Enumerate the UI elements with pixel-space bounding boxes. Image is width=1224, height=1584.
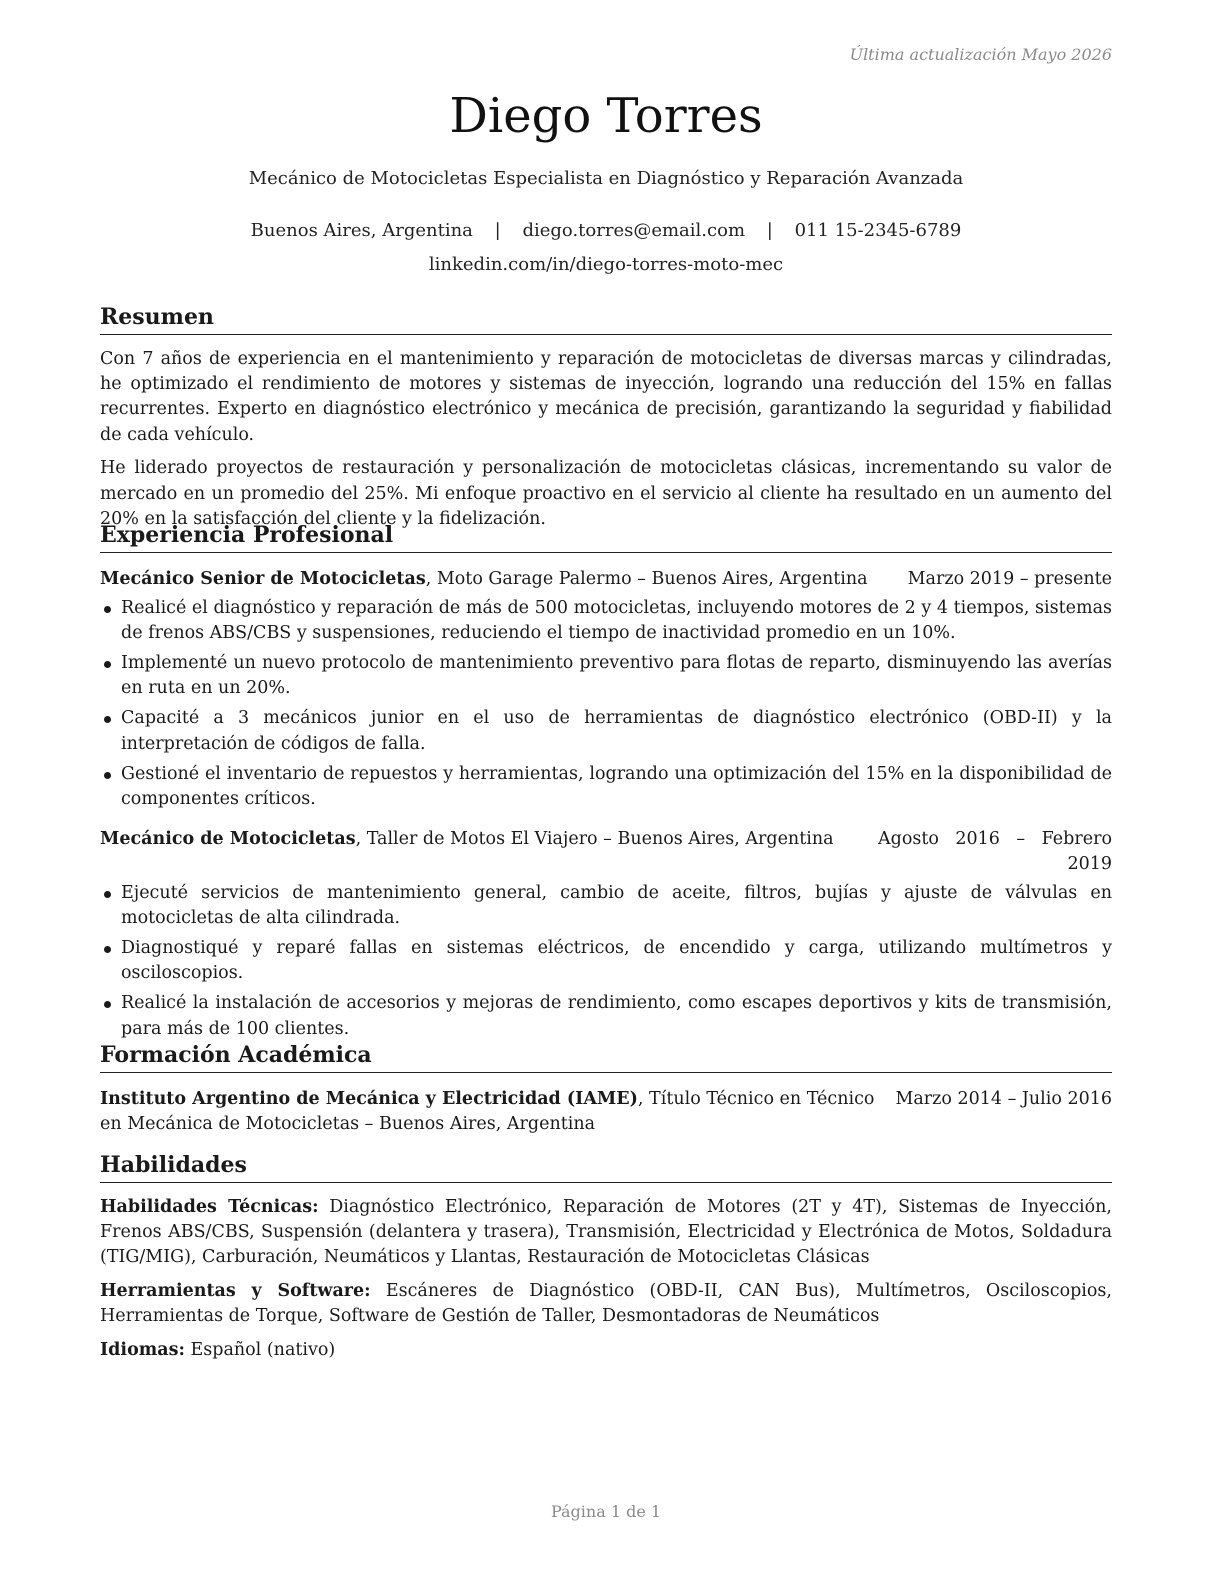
- skills-technical-list: Diagnóstico Electrónico, Reparación de Motores (2T y 4T), Sistemas de Inyección, Frenos ABS/CBS, Suspensión (delantera y trasera), Transmisión, Electricidad y Electrónica de Motos, Soldadura (TIG/MIG), Carburación, Neumáticos y Llantas, Restauración de Motocicletas Clásicas: [100, 1196, 1112, 1268]
- job-role: Mecánico Senior de Motocicletas: [100, 568, 426, 589]
- section-title-summary: Resumen: [100, 304, 1112, 335]
- job-bullet: Realicé el diagnóstico y reparación de más de 500 motocicletas, incluyendo motores de 2 y 4 tiempos, sistemas de frenos ABS/CBS y suspensiones, reduciendo el tiempo de inactividad promedio en un 10%.: [100, 596, 1112, 647]
- summary-paragraph: He liderado proyectos de restauración y personalización de motocicletas clásicas, incrementando su valor de mercado en un promedio del 25%. Mi enfoque proactivo en el servicio al cliente ha resultado en un aumento del 20% en la satisfacción del cliente y la fidelización.: [100, 458, 1112, 529]
- job-bullet: Gestioné el inventario de repuestos y herramientas, logrando una optimización del 15% en la disponibilidad de componentes críticos.: [100, 762, 1112, 813]
- skills-languages: [100, 1338, 1112, 1363]
- job-header: [100, 567, 1112, 592]
- summary-paragraph: Con 7 años de experiencia en el mantenimiento y reparación de motocicletas de diversas marcas y cilindradas, he optimizado el rendimiento de motores y sistemas de inyección, logrando una reducción del 15% en fallas recurrentes. Experto en diagnóstico electrónico y mecánica de precisión, garantizando la seguridad y fiabilidad de cada vehículo.: [100, 348, 1112, 445]
- education-entry: [100, 1087, 1112, 1137]
- job-bullets: [100, 881, 1112, 1043]
- candidate-headline: Mecánico de Motocicletas Especialista en Diagnóstico y Reparación Avanzada: [248, 168, 964, 189]
- job-bullet: Implementé un nuevo protocolo de mantenimiento preventivo para flotas de reparto, disminuyendo las averías en ruta en un 20%.: [100, 651, 1112, 702]
- section-title-skills: Habilidades: [100, 1152, 1112, 1183]
- contact-email[interactable]: diego.torres@email.com: [522, 220, 746, 241]
- skills-technical-label: Habilidades Técnicas:: [100, 1196, 319, 1217]
- section-title-experience: Experiencia Profesional: [100, 522, 1112, 553]
- skills-section: [100, 1152, 1112, 1363]
- job-bullets: [100, 596, 1112, 813]
- education-institution: Instituto Argentino de Mecánica y Electricidad (IAME): [100, 1088, 638, 1109]
- contact-separator: |: [494, 220, 501, 241]
- job-role: Mecánico de Motocicletas: [100, 828, 356, 849]
- education-dates: Marzo 2014 – Julio 2016: [895, 1088, 1112, 1109]
- skills-tools-list: Escáneres de Diagnóstico (OBD-II, CAN Bus), Multímetros, Osciloscopios, Herramientas de Torque, Software de Gestión de Taller, Desmontadoras de Neumáticos: [100, 1280, 1112, 1327]
- job-entry: [100, 567, 1112, 813]
- skills-technical: [100, 1195, 1112, 1271]
- skills-tools-label: Herramientas y Software:: [100, 1280, 371, 1301]
- candidate-name: Diego Torres: [449, 88, 763, 144]
- job-bullet: Capacité a 3 mecánicos junior en el uso de herramientas de diagnóstico electrónico (OBD-II) y la interpretación de códigos de falla.: [100, 706, 1112, 757]
- job-details: , Taller de Motos El Viajero – Buenos Aires, Argentina: [355, 828, 834, 849]
- contact-phone: 011 15-2345-6789: [794, 220, 962, 241]
- contact-linkedin[interactable]: linkedin.com/in/diego-torres-moto-mec: [428, 254, 784, 275]
- job-entry: [100, 827, 1112, 1043]
- job-dates: Marzo 2019 – presente: [907, 568, 1112, 589]
- contact-line: [0, 220, 1212, 241]
- page-number: Página 1 de 1: [550, 1502, 662, 1521]
- job-dates: Agosto 2016 – Febrero 2019: [878, 828, 1112, 874]
- job-bullet: Realicé la instalación de accesorios y mejoras de rendimiento, como escapes deportivos y kits de transmisión, para más de 100 clientes.: [100, 991, 1112, 1042]
- section-title-education: Formación Académica: [100, 1042, 1112, 1073]
- contact-location: Buenos Aires, Argentina: [250, 220, 473, 241]
- skills-languages-label: Idiomas:: [100, 1339, 185, 1360]
- skills-languages-list: Español (nativo): [184, 1339, 336, 1360]
- experience-section: [100, 522, 1112, 1047]
- job-bullet: Diagnostiqué y reparé fallas en sistemas eléctricos, de encendido y carga, utilizando multímetros y osciloscopios.: [100, 936, 1112, 987]
- job-header: [100, 827, 1112, 877]
- job-bullet: Ejecuté servicios de mantenimiento general, cambio de aceite, filtros, bujías y ajuste de válvulas en motocicletas de alta cilindrada.: [100, 881, 1112, 932]
- contact-separator: |: [766, 220, 773, 241]
- skills-tools: [100, 1279, 1112, 1330]
- summary-section: [100, 304, 1112, 532]
- job-details: , Moto Garage Palermo – Buenos Aires, Argentina: [425, 568, 868, 589]
- education-details: , Título Técnico en Técnico en Mecánica de Motocicletas – Buenos Aires, Argentina: [100, 1088, 875, 1134]
- last-updated: Última actualización Mayo 2026: [849, 45, 1112, 64]
- education-section: [100, 1042, 1112, 1137]
